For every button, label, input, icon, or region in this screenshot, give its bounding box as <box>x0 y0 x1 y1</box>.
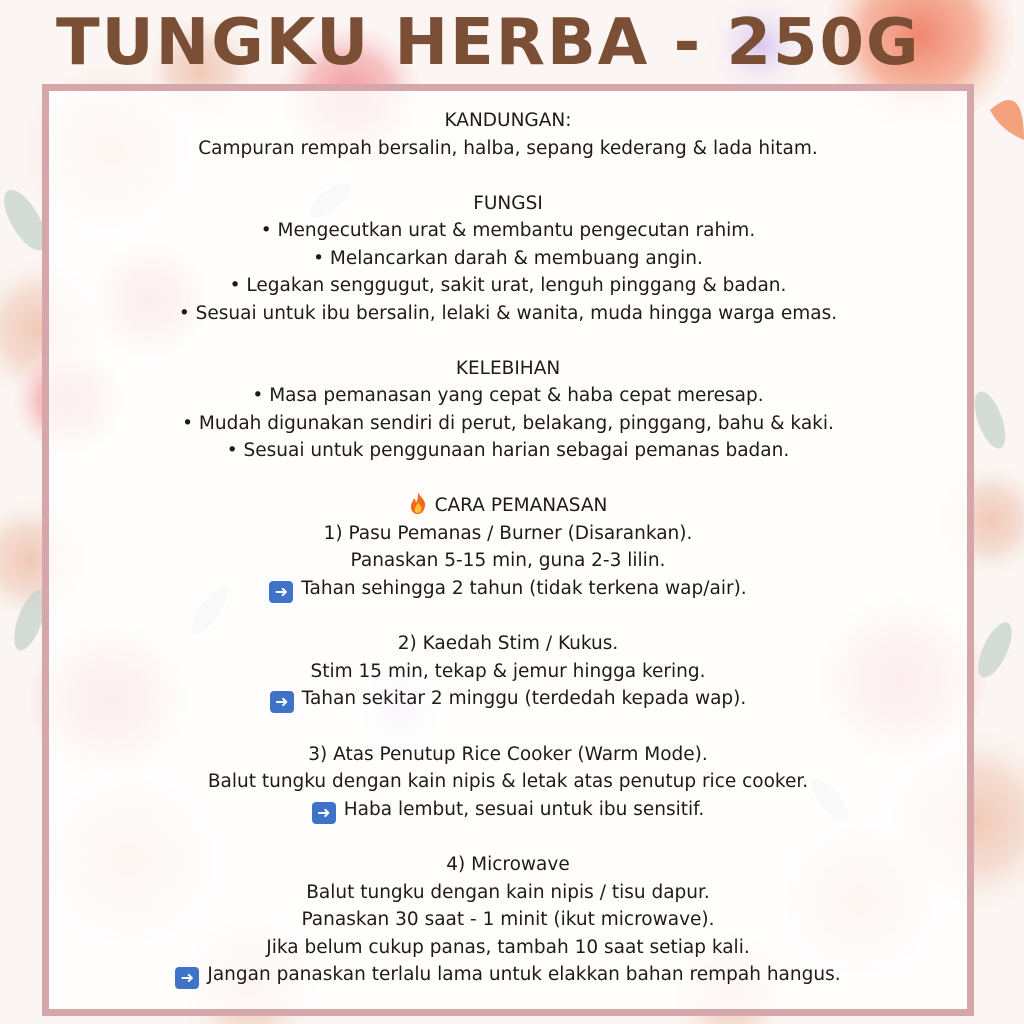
method-line: Panaskan 30 saat - 1 minit (ikut microwave). <box>301 909 715 930</box>
spacer <box>49 603 967 631</box>
method-line: Panaskan 5-15 min, guna 2-3 lilin. <box>350 550 666 571</box>
method-note: Haba lembut, sesuai untuk ibu sensitif. <box>343 798 705 820</box>
method-line: Balut tungku dengan kain nipis & letak atas penutup rice cooker. <box>207 771 809 792</box>
content-frame <box>42 84 974 1016</box>
spacer <box>49 465 967 493</box>
fungsi-item: • Mengecutkan urat & membantu pengecutan rahim. <box>260 220 756 241</box>
method-title: 4) Microwave <box>446 854 570 875</box>
right-arrow-icon: ➜ <box>175 967 199 989</box>
method-title: 1) Pasu Pemanas / Burner (Disarankan). <box>323 522 693 544</box>
kelebihan-item: • Mudah digunakan sendiri di perut, belakang, pinggang, bahu & kaki. <box>182 412 834 434</box>
method-note-row <box>49 796 967 824</box>
fungsi-heading: FUNGSI <box>473 192 543 214</box>
kandungan-body: Campuran rempah bersalin, halba, sepang kederang & lada hitam. <box>198 137 818 159</box>
kelebihan-item: • Masa pemanasan yang cepat & haba cepat meresap. <box>252 385 764 406</box>
method-note-row <box>49 575 967 603</box>
spacer <box>49 824 967 852</box>
spacer <box>49 327 967 355</box>
method-note-row <box>49 961 967 989</box>
spacer <box>49 162 967 190</box>
fungsi-item: • Melancarkan darah & membuang angin. <box>313 247 703 269</box>
method-title: 2) Kaedah Stim / Kukus. <box>397 633 619 654</box>
method-note: Jangan panaskan terlalu lama untuk elakkan bahan rempah hangus. <box>207 964 841 985</box>
right-arrow-icon: ➜ <box>270 691 294 713</box>
right-arrow-icon: ➜ <box>269 581 293 603</box>
kandungan-heading: KANDUNGAN: <box>444 110 572 131</box>
cara-heading-row <box>49 492 967 520</box>
fungsi-item: • Sesuai untuk ibu bersalin, lelaki & wanita, muda hingga warga emas. <box>178 302 838 324</box>
product-info <box>49 107 967 989</box>
right-arrow-icon: ➜ <box>312 802 336 824</box>
page-title: TUNGKU HERBA - 250G <box>56 6 921 80</box>
method-note: Tahan sekitar 2 minggu (terdedah kepada wap). <box>301 688 747 709</box>
method-note: Tahan sehingga 2 tahun (tidak terkena wap/air). <box>301 577 747 599</box>
method-note-row <box>49 685 967 713</box>
fire-icon <box>409 492 427 514</box>
method-title: 3) Atas Penutup Rice Cooker (Warm Mode). <box>308 743 708 765</box>
method-line: Stim 15 min, tekap & jemur hingga kering. <box>310 660 706 682</box>
fungsi-item: • Legakan senggugut, sakit urat, lenguh pinggang & badan. <box>229 275 787 296</box>
spacer <box>49 713 967 741</box>
cara-heading: CARA PEMANASAN <box>434 495 608 516</box>
method-line: Balut tungku dengan kain nipis / tisu dapur. <box>306 881 710 903</box>
kelebihan-item: • Sesuai untuk penggunaan harian sebagai pemanas badan. <box>226 440 790 461</box>
kelebihan-heading: KELEBIHAN <box>455 357 561 379</box>
method-line: Jika belum cukup panas, tambah 10 saat setiap kali. <box>266 936 750 958</box>
